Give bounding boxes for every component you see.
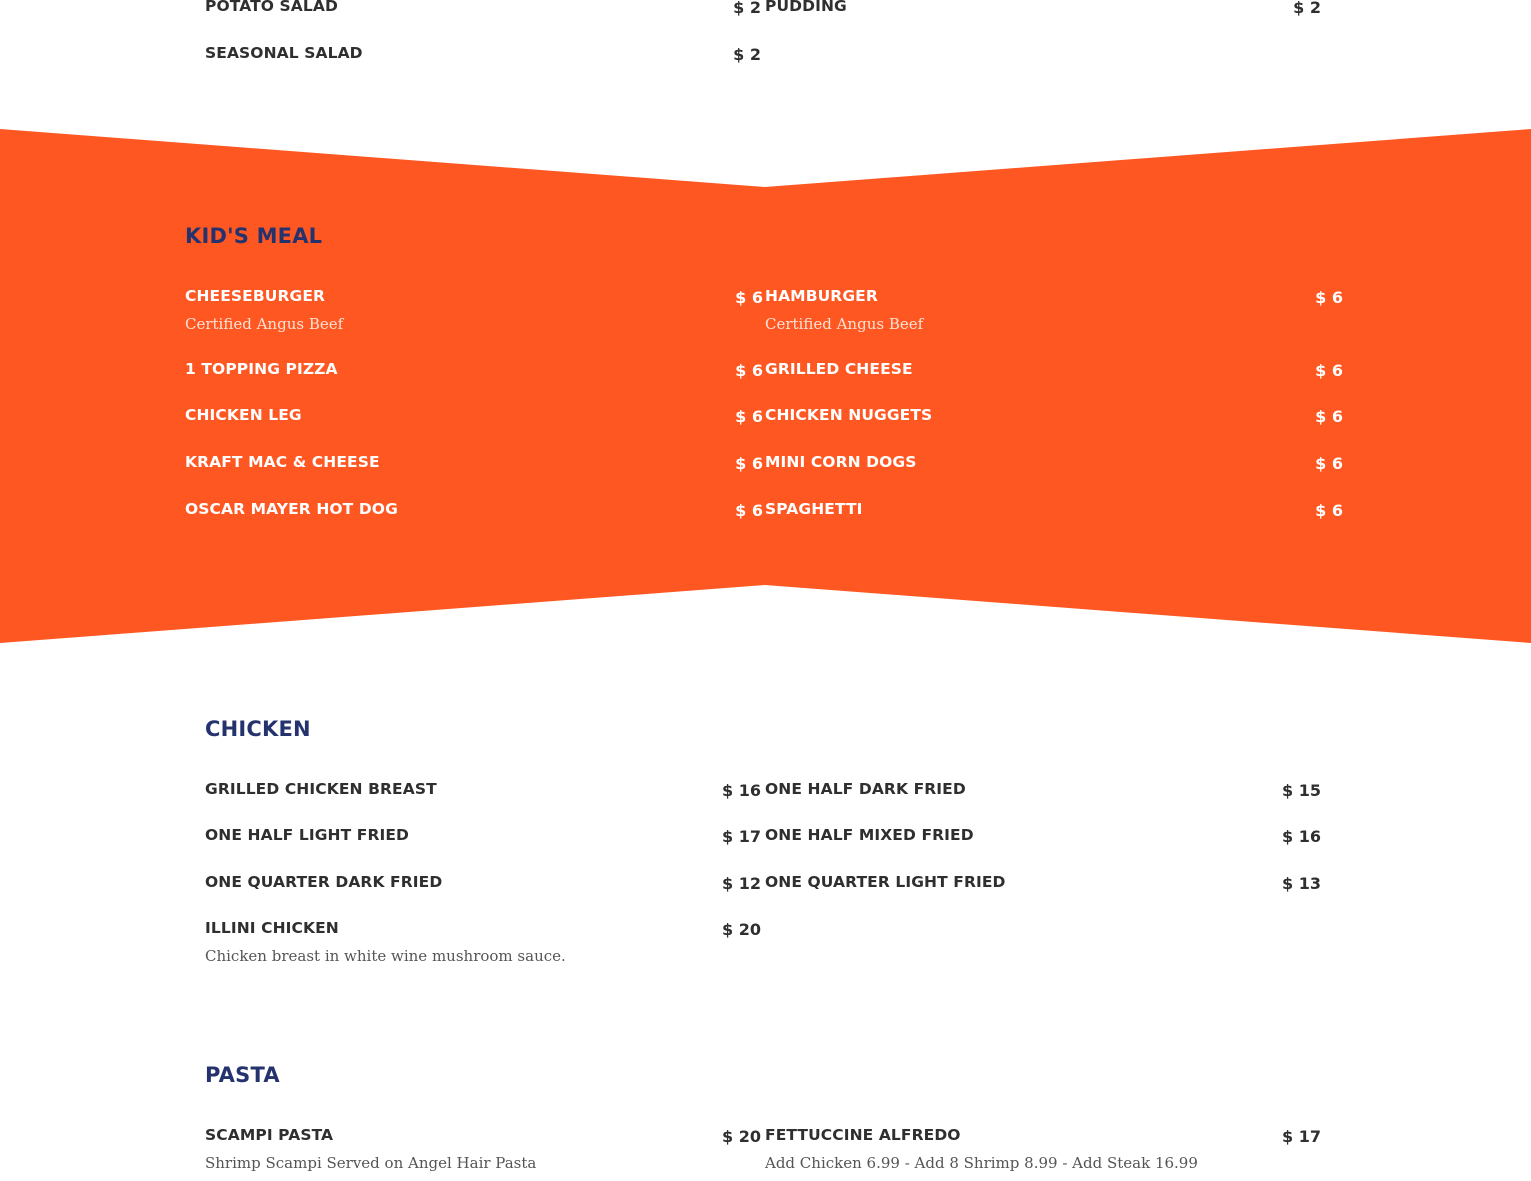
item-name: CHEESEBURGER <box>185 287 326 305</box>
item-name: CHICKEN LEG <box>185 406 302 424</box>
item-price: $ 6 <box>1315 288 1343 307</box>
item-price: $ 20 <box>722 1127 761 1146</box>
item-description: Add Chicken 6.99 - Add 8 Shrimp 8.99 - Add Steak 16.99 <box>765 1154 1198 1172</box>
item-price: $ 6 <box>735 288 763 307</box>
item-name: CHICKEN NUGGETS <box>765 406 933 424</box>
item-price: $ 15 <box>1282 781 1321 800</box>
item-price: $ 17 <box>1282 1127 1321 1146</box>
item-price: $ 20 <box>722 920 761 939</box>
chicken-section <box>205 717 1325 977</box>
item-price: $ 16 <box>1282 827 1321 846</box>
item-price: $ 6 <box>1315 501 1343 520</box>
item-name: 1 TOPPING PIZZA <box>185 360 338 378</box>
item-name: ONE HALF LIGHT FRIED <box>205 826 410 844</box>
item-description: Chicken breast in white wine mushroom sauce. <box>205 947 566 965</box>
item-name: FETTUCCINE ALFREDO <box>765 1126 961 1144</box>
kids-meal-section <box>185 224 1345 534</box>
item-price: $ 6 <box>1315 454 1343 473</box>
section-title: KID'S MEAL <box>185 224 323 248</box>
item-price: $ 6 <box>735 454 763 473</box>
item-description: Shrimp Scampi Served on Angel Hair Pasta <box>205 1154 537 1172</box>
item-name: ONE HALF MIXED FRIED <box>765 826 974 844</box>
item-description: Certified Angus Beef <box>765 315 924 333</box>
item-price: $ 13 <box>1282 874 1321 893</box>
item-price: $ 17 <box>722 827 761 846</box>
section-title: PASTA <box>205 1063 280 1087</box>
item-description: Certified Angus Beef <box>185 315 344 333</box>
item-name: MINI CORN DOGS <box>765 453 917 471</box>
item-price: $ 12 <box>722 874 761 893</box>
section-title: CHICKEN <box>205 717 311 741</box>
item-name: SCAMPI PASTA <box>205 1126 334 1144</box>
item-price: $ 6 <box>735 501 763 520</box>
item-price: $ 6 <box>735 361 763 380</box>
item-name: GRILLED CHEESE <box>765 360 913 378</box>
item-price: $ 16 <box>722 781 761 800</box>
item-name: ONE QUARTER LIGHT FRIED <box>765 873 1006 891</box>
item-name: GRILLED CHICKEN BREAST <box>205 780 437 798</box>
item-name: ONE HALF DARK FRIED <box>765 780 966 798</box>
item-price: $ 2 <box>1293 0 1321 17</box>
item-price: $ 2 <box>733 45 761 64</box>
item-price: $ 6 <box>735 407 763 426</box>
item-name: OSCAR MAYER HOT DOG <box>185 500 398 518</box>
item-name: ILLINI CHICKEN <box>205 919 339 937</box>
item-name: HAMBURGER <box>765 287 878 305</box>
item-name: POTATO SALAD <box>205 0 338 15</box>
item-name: PUDDING <box>765 0 847 15</box>
item-name: ONE QUARTER DARK FRIED <box>205 873 443 891</box>
item-name: KRAFT MAC & CHEESE <box>185 453 380 471</box>
item-name: SPAGHETTI <box>765 500 863 518</box>
sides-section <box>205 0 1325 86</box>
item-price: $ 6 <box>1315 407 1343 426</box>
item-name: SEASONAL SALAD <box>205 44 363 62</box>
pasta-section <box>205 1063 1325 1181</box>
item-price: $ 2 <box>733 0 761 17</box>
item-price: $ 6 <box>1315 361 1343 380</box>
